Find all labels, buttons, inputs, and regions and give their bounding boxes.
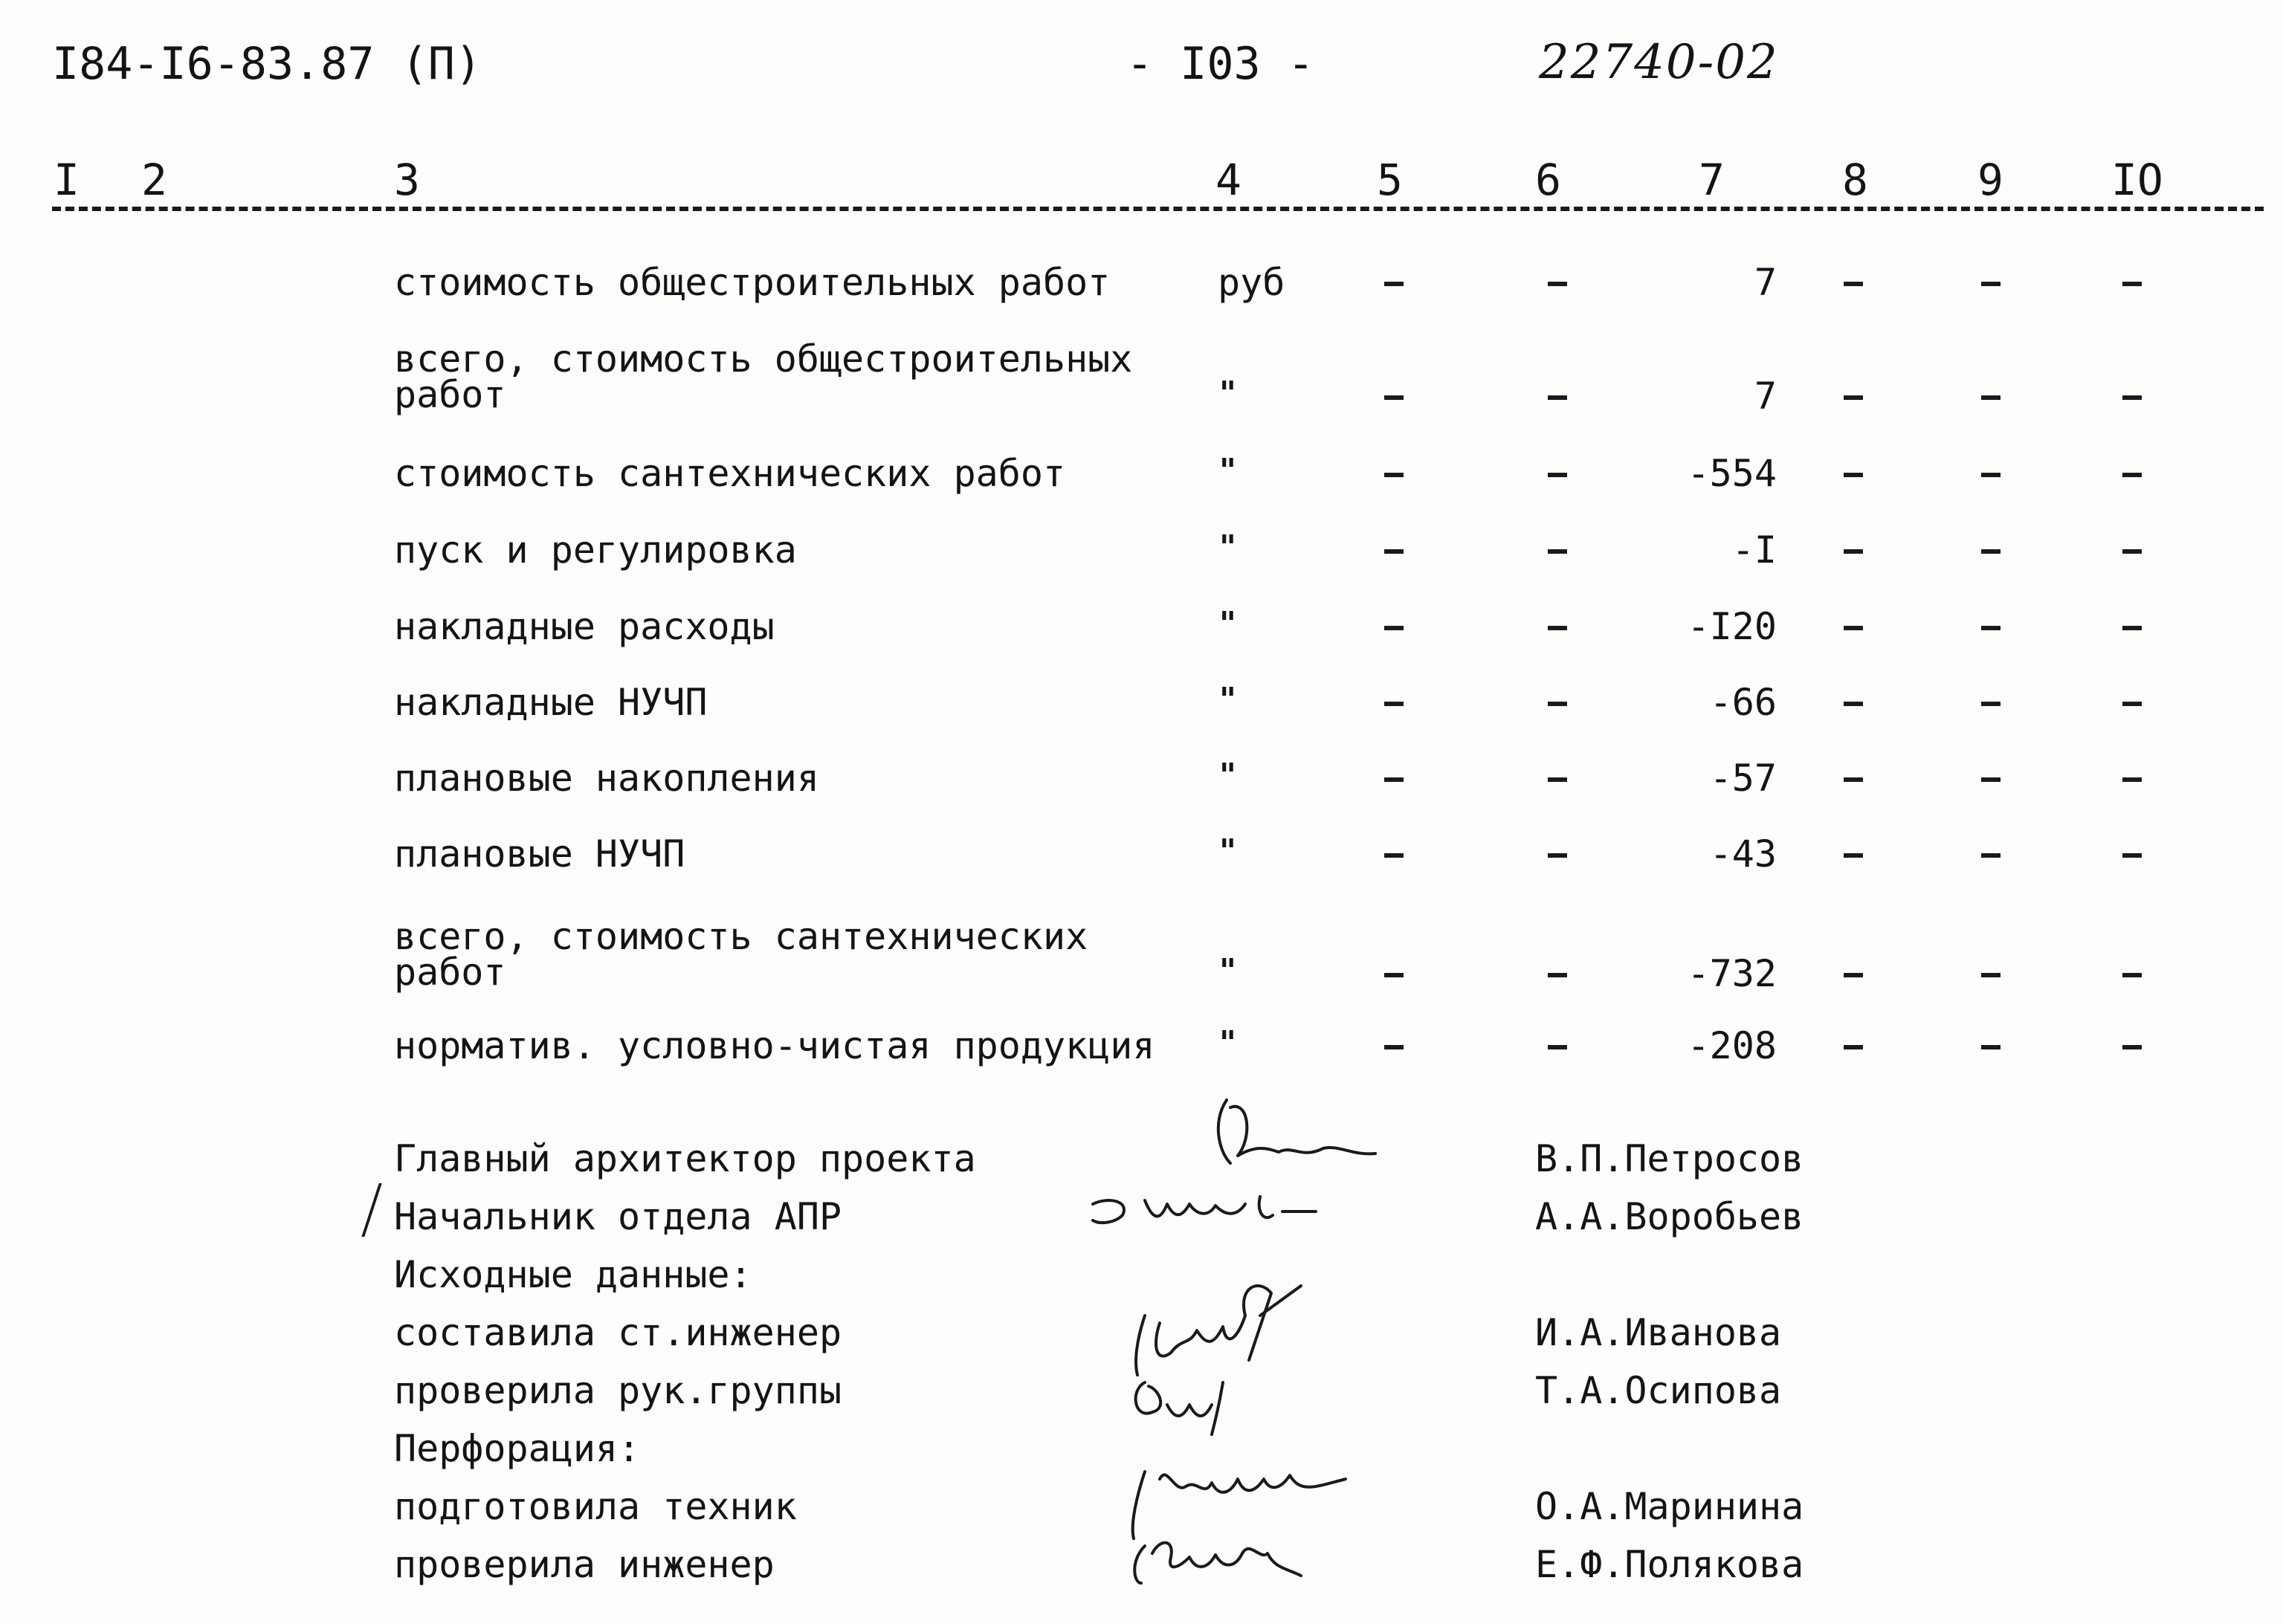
signature-osipova [1136, 1382, 1223, 1434]
row-7-c10-dash [2122, 777, 2142, 782]
row-8-value-col7: -43 [1709, 832, 1777, 876]
signature-marinina [1133, 1472, 1346, 1539]
row-2-unit: " [1219, 375, 1236, 413]
dept-head-name: А.А.Воробьев [1535, 1195, 1804, 1238]
row-9-c10-dash [2122, 973, 2142, 977]
row-9-c8-dash [1844, 973, 1863, 977]
prepared-by-name: О.А.Маринина [1535, 1485, 1804, 1528]
row-9-c5-dash [1384, 973, 1404, 977]
compiled-by-name: И.А.Иванова [1535, 1311, 1782, 1354]
row-8-c8-dash [1844, 853, 1863, 858]
row-2-name-line-1: всего, стоимость общестроительных [394, 337, 1133, 381]
row-1-name-line-1: стоимость общестроительных работ [394, 261, 1111, 304]
row-4-c6-dash [1548, 549, 1567, 554]
row-8-name-line-1: плановые НУЧП [394, 832, 685, 876]
row-6-unit: " [1219, 681, 1236, 719]
row-1-c9-dash [1981, 282, 2001, 286]
perforation-heading: Перфорация: [394, 1427, 641, 1470]
row-10-value-col7: -208 [1687, 1024, 1777, 1067]
chief-architect-label: Главный архитектор проекта [394, 1137, 976, 1180]
row-5-value-col7: -I20 [1687, 605, 1777, 648]
row-3-c6-dash [1548, 473, 1567, 477]
row-3-c9-dash [1981, 473, 2001, 477]
row-4-c8-dash [1844, 549, 1863, 554]
row-7-c5-dash [1384, 777, 1404, 782]
row-7-unit: " [1219, 757, 1236, 795]
column-number-8: 8 [1842, 155, 1868, 205]
header-dashed-rule [52, 207, 2264, 211]
dept-head-label: Начальник отдела АПР [394, 1195, 842, 1238]
row-9-c6-dash [1548, 973, 1567, 977]
row-4-c5-dash [1384, 549, 1404, 554]
column-number-5: 5 [1377, 155, 1403, 205]
row-1-unit: руб [1218, 261, 1285, 304]
row-3-unit: " [1219, 452, 1236, 490]
row-1-c8-dash [1844, 282, 1863, 286]
source-data-heading: Исходные данные: [394, 1253, 752, 1296]
column-number-3: 3 [394, 155, 420, 205]
row-9-c9-dash [1981, 973, 2001, 977]
document-code: I84-I6-83.87 (П) [52, 38, 482, 90]
column-number-9: 9 [1977, 155, 2003, 205]
row-7-value-col7: -57 [1709, 757, 1777, 800]
row-8-unit: " [1219, 832, 1236, 870]
row-8-c10-dash [2122, 853, 2142, 858]
row-1-c5-dash [1384, 282, 1404, 286]
column-number-6: 6 [1535, 155, 1561, 205]
row-4-c9-dash [1981, 549, 2001, 554]
handwritten-document-number: 22740-02 [1539, 35, 1779, 90]
row-1-c6-dash [1548, 282, 1567, 286]
row-10-c6-dash [1548, 1045, 1567, 1049]
row-9-name-line-2: работ [394, 951, 506, 994]
column-number-4: 4 [1215, 155, 1241, 205]
row-10-c8-dash [1844, 1045, 1863, 1049]
row-2-c6-dash [1548, 395, 1567, 400]
row-3-name-line-1: стоимость сантехнических работ [394, 452, 1066, 495]
row-5-c5-dash [1384, 626, 1404, 630]
row-6-name-line-1: накладные НУЧП [394, 681, 708, 724]
row-6-c10-dash [2122, 702, 2142, 706]
row-5-c8-dash [1844, 626, 1863, 630]
row-3-c10-dash [2122, 473, 2142, 477]
row-4-name-line-1: пуск и регулировка [394, 528, 797, 572]
column-number-1: I [54, 155, 80, 205]
column-number-2: 2 [141, 155, 167, 205]
handwritten-signatures [1078, 1093, 1494, 1583]
chief-architect-name: В.П.Петросов [1535, 1137, 1804, 1180]
row-4-value-col7: -I [1731, 528, 1777, 572]
row-3-c8-dash [1844, 473, 1863, 477]
row-2-c9-dash [1981, 395, 2001, 400]
checked-by-group-name: Т.А.Осипова [1535, 1369, 1782, 1412]
signature-petrosov [1218, 1100, 1375, 1163]
row-2-c5-dash [1384, 395, 1404, 400]
row-9-value-col7: -732 [1687, 952, 1777, 995]
row-5-c9-dash [1981, 626, 2001, 630]
row-8-c9-dash [1981, 853, 2001, 858]
row-2-value-col7: 7 [1754, 375, 1777, 418]
row-10-unit: " [1219, 1024, 1236, 1062]
row-2-c10-dash [2122, 395, 2142, 400]
row-6-c8-dash [1844, 702, 1863, 706]
compiled-by-label: составила ст.инженер [394, 1311, 842, 1354]
row-7-c9-dash [1981, 777, 2001, 782]
row-7-c8-dash [1844, 777, 1863, 782]
page-number: - I03 - [1126, 38, 1314, 90]
row-4-c10-dash [2122, 549, 2142, 554]
checked-by-group-label: проверила рук.группы [394, 1369, 842, 1412]
row-10-c10-dash [2122, 1045, 2142, 1049]
row-6-value-col7: -66 [1709, 681, 1777, 724]
checked-by-engineer-name: Е.Ф.Полякова [1535, 1543, 1804, 1586]
row-3-value-col7: -554 [1687, 452, 1777, 495]
row-8-c6-dash [1548, 853, 1567, 858]
signature-polyakova [1134, 1543, 1301, 1583]
signature-ivanova [1136, 1286, 1301, 1375]
row-6-c6-dash [1548, 702, 1567, 706]
row-7-c6-dash [1548, 777, 1567, 782]
row-1-value-col7: 7 [1754, 261, 1777, 304]
row-9-name-line-1: всего, стоимость сантехнических [394, 915, 1088, 958]
row-3-c5-dash [1384, 473, 1404, 477]
row-2-name-line-2: работ [394, 373, 506, 416]
row-7-name-line-1: плановые накопления [394, 757, 819, 800]
column-number-10: IO [2111, 155, 2163, 205]
row-8-c5-dash [1384, 853, 1404, 858]
row-9-unit: " [1219, 952, 1236, 990]
column-number-7: 7 [1699, 155, 1725, 205]
row-2-c8-dash [1844, 395, 1863, 400]
row-5-c6-dash [1548, 626, 1567, 630]
row-1-c10-dash [2122, 282, 2142, 286]
signature-vorobyev [1093, 1197, 1316, 1223]
row-6-c5-dash [1384, 702, 1404, 706]
row-5-name-line-1: накладные расходы [394, 605, 775, 648]
row-10-c9-dash [1981, 1045, 2001, 1049]
prepared-by-label: подготовила техник [394, 1485, 797, 1528]
row-10-c5-dash [1384, 1045, 1404, 1049]
row-5-c10-dash [2122, 626, 2142, 630]
row-4-unit: " [1219, 528, 1236, 566]
checked-by-engineer-label: проверила инженер [394, 1543, 775, 1586]
row-10-name-line-1: норматив. условно-чистая продукция [394, 1024, 1155, 1067]
row-5-unit: " [1219, 605, 1236, 643]
row-6-c9-dash [1981, 702, 2001, 706]
